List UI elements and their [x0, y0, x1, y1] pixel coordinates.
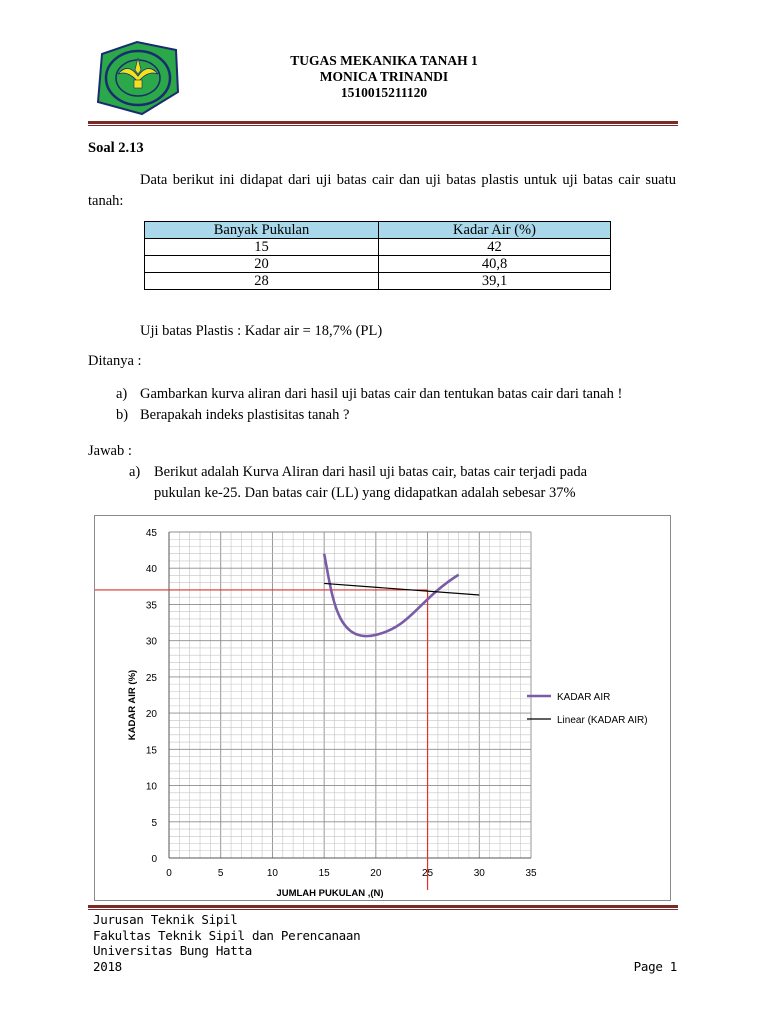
question-a: Gambarkan kurva aliran dari hasil uji batas cair dan tentukan batas cair dari tanah !	[140, 386, 623, 402]
asked-label: Ditanya :	[88, 353, 142, 369]
legend-label: Linear (KADAR AIR)	[557, 715, 648, 726]
header-rule-thin	[88, 125, 678, 126]
x-tick-label: 10	[266, 868, 278, 879]
y-tick-label: 20	[145, 709, 157, 721]
legend-label: KADAR AIR	[557, 692, 611, 703]
footer-faculty: Fakultas Teknik Sipil dan Perencanaan	[93, 928, 361, 943]
intro-text: Data berikut ini didapat dari uji batas cair dan uji batas plastis untuk uji batas cair suatu tanah:	[88, 172, 676, 209]
chart-svg	[95, 516, 670, 900]
table-cell: 39,1	[379, 273, 611, 290]
table-cell: 20	[145, 256, 379, 273]
x-tick-label: 15	[318, 868, 330, 879]
series-line-kadar-air	[324, 554, 458, 636]
table-cell: 42	[379, 239, 611, 256]
footer-rule	[88, 905, 678, 908]
x-axis-title: JUMLAH PUKULAN ,(N)	[276, 888, 384, 899]
table-cell: 15	[145, 239, 379, 256]
table-row	[145, 256, 611, 273]
answer-a-line2: pukulan ke-25. Dan batas cair (LL) yang didapatkan adalah sebesar 37%	[154, 485, 576, 501]
answer-marker: a)	[129, 464, 141, 480]
header-rule	[88, 121, 678, 124]
problem-title: Soal 2.13	[88, 140, 144, 156]
student-id: 1510015211120	[340, 85, 428, 100]
y-tick-label: 25	[145, 672, 157, 684]
x-tick-label: 20	[370, 868, 382, 879]
answer-a-line1: Berikut adalah Kurva Aliran dari hasil uji batas cair, batas cair terjadi pada	[154, 464, 588, 480]
page-number: Page 1	[633, 959, 677, 974]
table-header: Kadar Air (%)	[379, 222, 611, 239]
y-tick-label: 15	[145, 745, 157, 757]
footer-department: Jurusan Teknik Sipil	[93, 912, 238, 927]
footer-university: Universitas Bung Hatta	[93, 943, 252, 958]
plastic-limit-text: Uji batas Plastis : Kadar air = 18,7% (PL)	[140, 323, 383, 339]
answer-label: Jawab :	[88, 443, 132, 459]
x-tick-label: 25	[422, 868, 434, 879]
series-line-linear	[324, 583, 479, 595]
doc-title: TUGAS MEKANIKA TANAH 1	[290, 53, 478, 68]
y-axis-title: KADAR AIR (%)	[127, 669, 138, 741]
footer-year: 2018	[93, 959, 122, 974]
y-tick-label: 5	[151, 817, 157, 829]
y-tick-label: 0	[151, 854, 157, 865]
y-tick-label: 40	[145, 564, 157, 576]
data-table	[144, 221, 611, 290]
table-row	[145, 239, 611, 256]
y-tick-label: 30	[145, 636, 157, 648]
table-cell: 40,8	[379, 256, 611, 273]
table-header: Banyak Pukulan	[145, 222, 379, 239]
question-marker: a)	[116, 386, 128, 402]
y-tick-label: 35	[145, 600, 157, 612]
author-name: MONICA TRINANDI	[319, 69, 449, 84]
x-tick-label: 0	[166, 868, 172, 879]
question-b: Berapakah indeks plastisitas tanah ?	[140, 407, 350, 423]
footer-rule-thin	[88, 909, 678, 910]
question-marker: b)	[116, 407, 129, 423]
y-tick-label: 10	[145, 781, 157, 793]
x-tick-label: 30	[473, 868, 485, 879]
x-tick-label: 35	[525, 868, 537, 879]
table-row	[145, 273, 611, 290]
table-cell: 28	[145, 273, 379, 290]
x-tick-label: 5	[217, 868, 224, 879]
flow-curve-chart	[94, 515, 671, 901]
y-tick-label: 45	[145, 528, 157, 539]
